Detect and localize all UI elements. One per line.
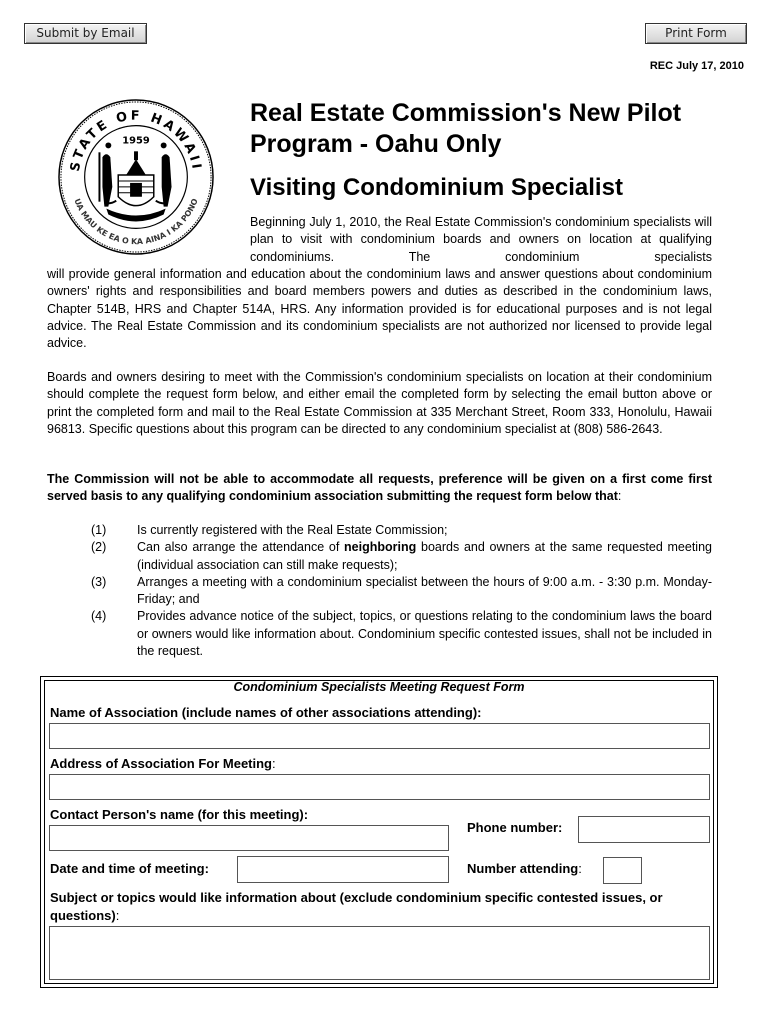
address-label: Address of Association For Meeting:: [50, 756, 276, 771]
list-item: (3) Arranges a meeting with a condominium specialist between the hours of 9:00 a.m. - 3:30 p.m. Monday-Friday; and: [91, 574, 712, 607]
print-form-button[interactable]: Print Form: [645, 23, 747, 44]
revision-date: REC July 17, 2010: [649, 60, 744, 72]
association-name-input[interactable]: [49, 723, 710, 749]
qualification-list: [47, 522, 712, 660]
contact-person-input[interactable]: [49, 825, 449, 851]
svg-text:STATE OF HAWAII: STATE OF HAWAII: [67, 108, 205, 173]
intro-paragraph-top: Beginning July 1, 2010, the Real Estate Commission's condominium specialists will plan to visit with condominium boards and owners on location at qualifying condominiums. The condominium specialists: [250, 215, 712, 264]
preference-paragraph: The Commission will not be able to accommodate all requests, preference will be given on a first come first served basis to any qualifying condominium association submitting the request form below that:: [47, 472, 712, 504]
association-label: Name of Association (include names of other associations attending):: [50, 705, 482, 720]
datetime-label: Date and time of meeting:: [50, 861, 209, 876]
attending-label: Number attending:: [467, 861, 582, 876]
page-subtitle: Visiting Condominium Specialist: [250, 174, 623, 201]
address-input[interactable]: [49, 774, 710, 800]
subject-topics-textarea[interactable]: [49, 926, 710, 980]
number-attending-input[interactable]: [603, 857, 642, 884]
submit-by-email-button[interactable]: Submit by Email: [24, 23, 147, 44]
list-item: (4) Provides advance notice of the subject, topics, or questions relating to the condominium laws the board or owners would like information about. Condominium specific contested issues, shall not be included in the request.: [91, 609, 712, 659]
subject-label: Subject or topics would like information about (exclude condominium specific contested issues, or questions):: [50, 890, 663, 923]
page-title: Real Estate Commission's New Pilot Program - Oahu Only: [250, 99, 682, 158]
intro-paragraph-rest: will provide general information and education about the condominium laws and answer questions about condominium owners' rights and responsibilities and board members powers and duties as described in the condominium laws, Chapter 514B, HRS and Chapter 514A, HRS. Any information provided is for educational purposes and is not legal advice. The Real Estate Commission and its condominium specialists are not authorized nor licensed to provide legal advice.: [47, 267, 712, 351]
svg-text:1959: 1959: [122, 135, 150, 147]
instructions-paragraph: Boards and owners desiring to meet with the Commission's condominium specialists on location at their condominium should complete the request form below, and either email the completed form by selecting the email button above or print the completed form and mail to the Real Estate Commission at 335 Merchant Street, Room 333, Honolulu, Hawaii 96813. Specific questions about this program can be directed to any condominium specialist at (808) 586-2643.: [47, 370, 712, 436]
meeting-datetime-input[interactable]: [237, 856, 449, 883]
svg-text:UA MAU KE EA O KA AINA I KA PO: UA MAU KE EA O KA AINA I KA PONO: [72, 197, 200, 247]
phone-number-input[interactable]: [578, 816, 710, 843]
contact-label: Contact Person's name (for this meeting):: [50, 807, 309, 822]
phone-label: Phone number:: [467, 820, 563, 835]
list-item: (1) Is currently registered with the Real Estate Commission;: [91, 523, 448, 537]
list-item: (2) Can also arrange the attendance of neighboring boards and owners at the same requested meeting (individual association can still make requests);: [91, 540, 712, 572]
hawaii-state-seal: [57, 98, 215, 256]
form-title: Condominium Specialists Meeting Request Form: [233, 680, 525, 694]
